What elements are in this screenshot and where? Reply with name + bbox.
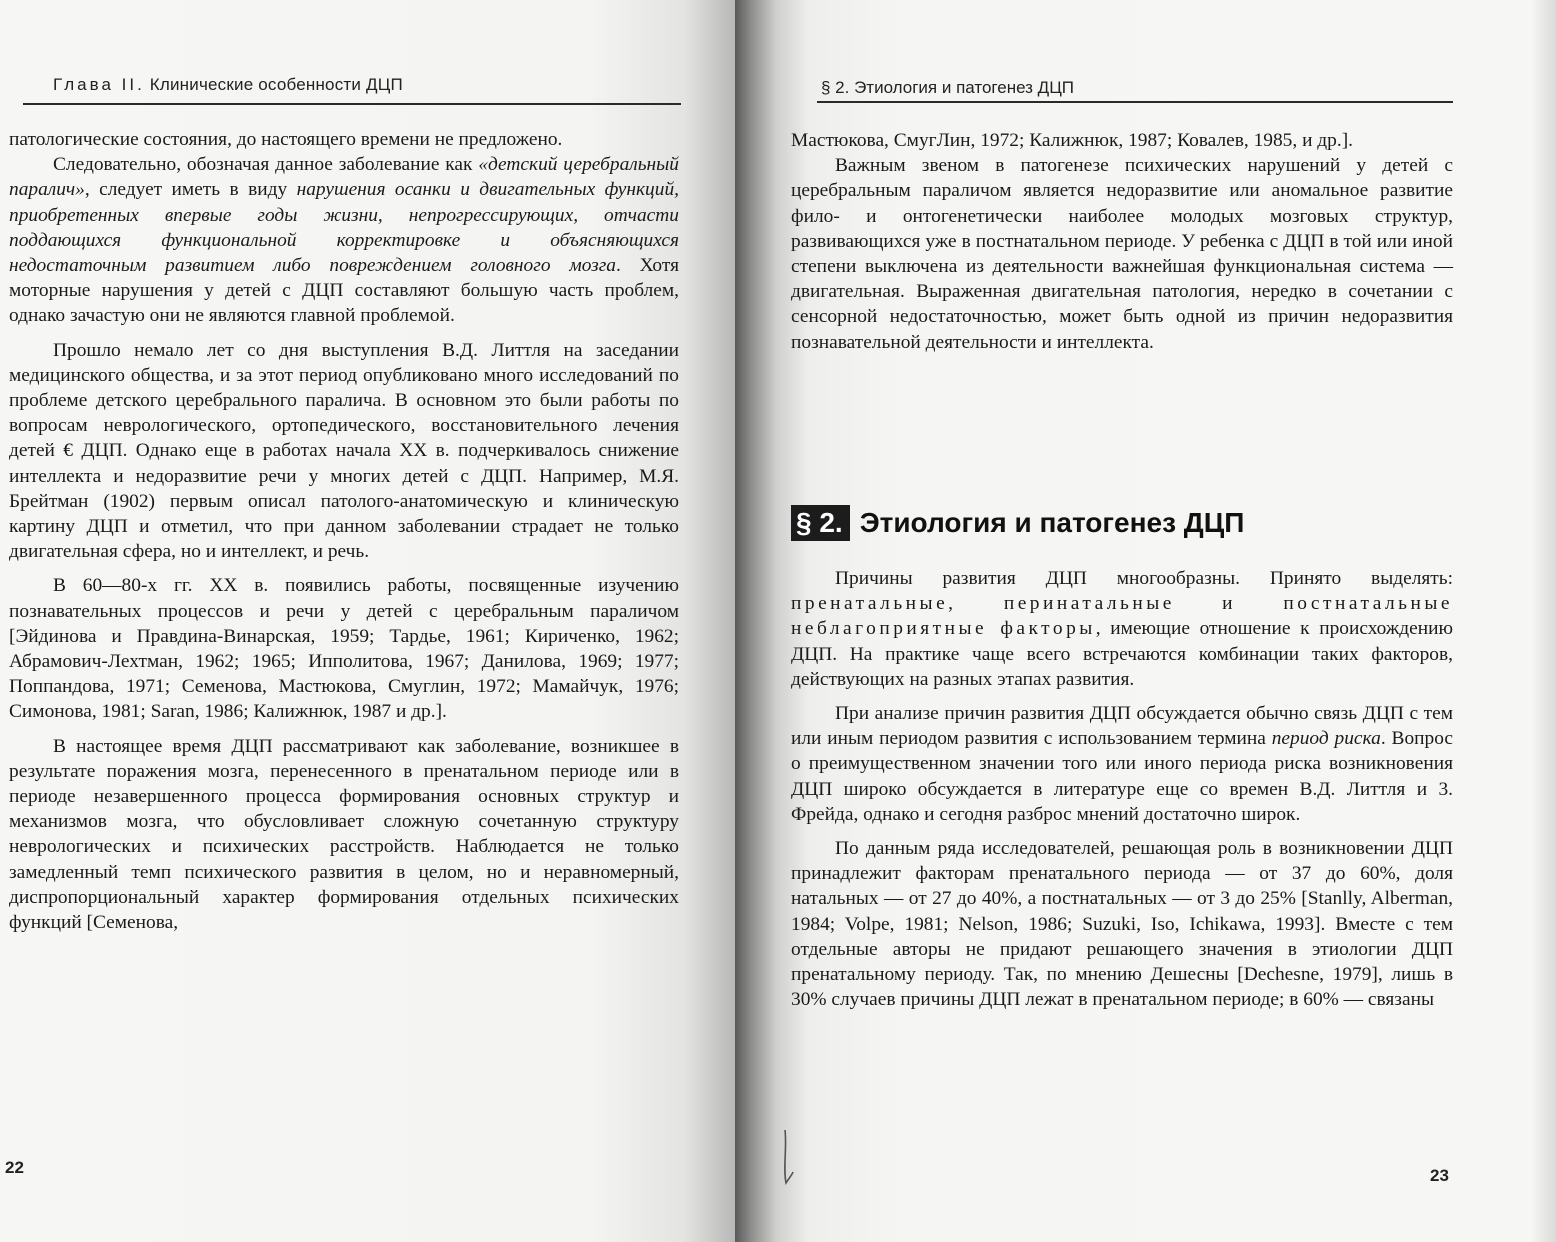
paragraph: По данным ряда исследователей, решающая роль в возникновении ДЦП принадлежит факторам пренатального периода — от 37 до 60%, доля натальных — от 27 до 40%, а постнатальных — от 3 до 25% [Stanlly, Alberman, 1984; Volpe, 1981; Nelson, 1986; Suzuki, Iso, Ichikawa, 1993]. Вместе с тем отдельные авторы не придают решающего значения в этиологии ДЦП пренатальному периоду. Так, по мнению Дешесны [Dechesne, 1979], лишь в 30% случаев причины ДЦП лежат в пренатальном периоде; в 60% — связаны — [791, 838, 1453, 1011]
page-number: 22 — [5, 1158, 24, 1177]
running-head-title: Клинические особенности ДЦП — [149, 75, 403, 94]
paragraph — [9, 152, 679, 328]
paragraph — [791, 566, 1453, 692]
text-span: , следует иметь в виду — [84, 179, 297, 201]
text-span: . Вопрос о преимущественном значении того или иного периода риска возникновения ДЦП широко обсуждается в литературе еще со времен В.Д. Литтля и 3. Фрейда, однако и сегодня разброс мнений достаточно широк. — [791, 728, 1453, 825]
paragraph: Важным звеном в патогенезе психических нарушений у детей с церебральным параличом является недоразвитие или аномальное развитие фило- и онтогенетически наиболее молодых мозговых структур, развивающихся уже в постнатальном периоде. У ребенка с ДЦП в той или иной степени выключена из деятельности важнейшая функциональная система — двигательная. Выраженная двигательная патология, нередко в сочетании с сенсорной недостаточностью, может быть одной из причин недоразвития познавательной деятельности и интеллекта. — [791, 155, 1453, 353]
paragraph: патологические состояния, до настоящего времени не предложено. — [9, 129, 563, 150]
paragraph: Мастюкова, СмугЛин, 1972; Калижнюк, 1987; Ковалев, 1985, и др.]. — [791, 130, 1354, 151]
header-rule — [23, 103, 681, 105]
section-title: Этиология и патогенез ДЦП — [859, 507, 1245, 538]
paragraph: В 60—80-х гг. XX в. появились работы, посвященные изучению познавательных процессов и речи у детей с церебральным параличом [Эйдинова и Правдина-Винарская, 1959; Тардье, 1961; Кириченко, 1962; Абрамович-Лехтман, 1962; 1965; Ипполитова, 1967; Данилова, 1969; 1977; Поппандова, 1971; Семенова, Мастюкова, Смуглин, 1972; Мамайчук, 1976; Симонова, 1981; Saran, 1986; Калижнюк, 1987 и др.]. — [9, 575, 679, 723]
spaced-emphasis-text: пренатальные, перинатальные и постнатальные неблагоприятные факторы — [791, 593, 1453, 640]
right-body-text-top — [791, 128, 1453, 355]
paragraph: В настоящее время ДЦП рассматривают как заболевание, возникшее в результате поражения мозга, перенесенного в пренатальном периоде или в периоде незавершенного процесса формирования основных структур и механизмов мозга, что обусловливает сложную сочетанную структуру неврологических и психических расстройств. Наблюдается не только замедленный темп психического развития в целом, но и неравномерный, диспропорциональный характер формирования отдельных психических функций [Семенова, — [9, 735, 679, 934]
text-span: . Хотя моторные нарушения у детей с ДЦП составляют большую часть проблем, однако зачастую они не являются главной проблемой. — [9, 255, 679, 327]
left-body-text — [9, 127, 679, 935]
header-rule — [817, 101, 1453, 103]
text-span: Причины развития ДЦП многообразны. Принято выделять: — [835, 568, 1453, 589]
right-body-text-main — [791, 566, 1453, 1012]
emphasis-text: период риска — [1271, 728, 1381, 750]
section-heading — [791, 505, 1244, 541]
running-head-chapter: Глава II. — [53, 75, 145, 94]
left-running-head — [53, 75, 403, 95]
pencil-mark-icon — [777, 1128, 797, 1188]
emphasis-text: нарушения осанки и двигательных функций, приобретенных впервые годы жизни, непрогрессирующих, отчасти поддающихся функциональной корректировке и объясняющихся недостаточным развитием либо повреждением головного мозга — [9, 179, 679, 277]
right-page — [735, 0, 1556, 1242]
page-number: 23 — [1430, 1166, 1449, 1185]
left-page — [0, 0, 735, 1242]
emphasis-text: «детский церебральный паралич» — [9, 154, 679, 201]
right-running-head: § 2. Этиология и патогенез ДЦП — [821, 78, 1074, 97]
text-span: При анализе причин развития ДЦП обсуждается обычно связь ДЦП с тем или иным периодом развития с использованием термина — [791, 703, 1453, 750]
paragraph — [791, 701, 1453, 827]
paragraph: Прошло немало лет со дня выступления В.Д. Литтля на заседании медицинского общества, и за этот период опубликовано много исследований по проблеме детского церебрального паралича. В основном это были работы по вопросам неврологического, ортопедического, восстановительного лечения детей € ДЦП. Однако еще в работах начала XX в. подчеркивалось снижение интеллекта и недоразвитие речи у многих детей с ДЦП. Например, М.Я. Брейтман (1902) первым описал патолого-анатомическую и клиническую картину ДЦП и отметил, что при данном заболевании страдает не только двигательная сфера, но и интеллект, и речь. — [9, 339, 679, 563]
section-number-badge: § 2. — [791, 505, 850, 541]
text-span: , имеющие отношение к происхождению ДЦП. На практике чаще всего встречаются комбинации таких факторов, действующих на разных этапах развития. — [791, 618, 1453, 690]
text-span: Следовательно, обозначая данное заболевание как — [53, 154, 479, 176]
